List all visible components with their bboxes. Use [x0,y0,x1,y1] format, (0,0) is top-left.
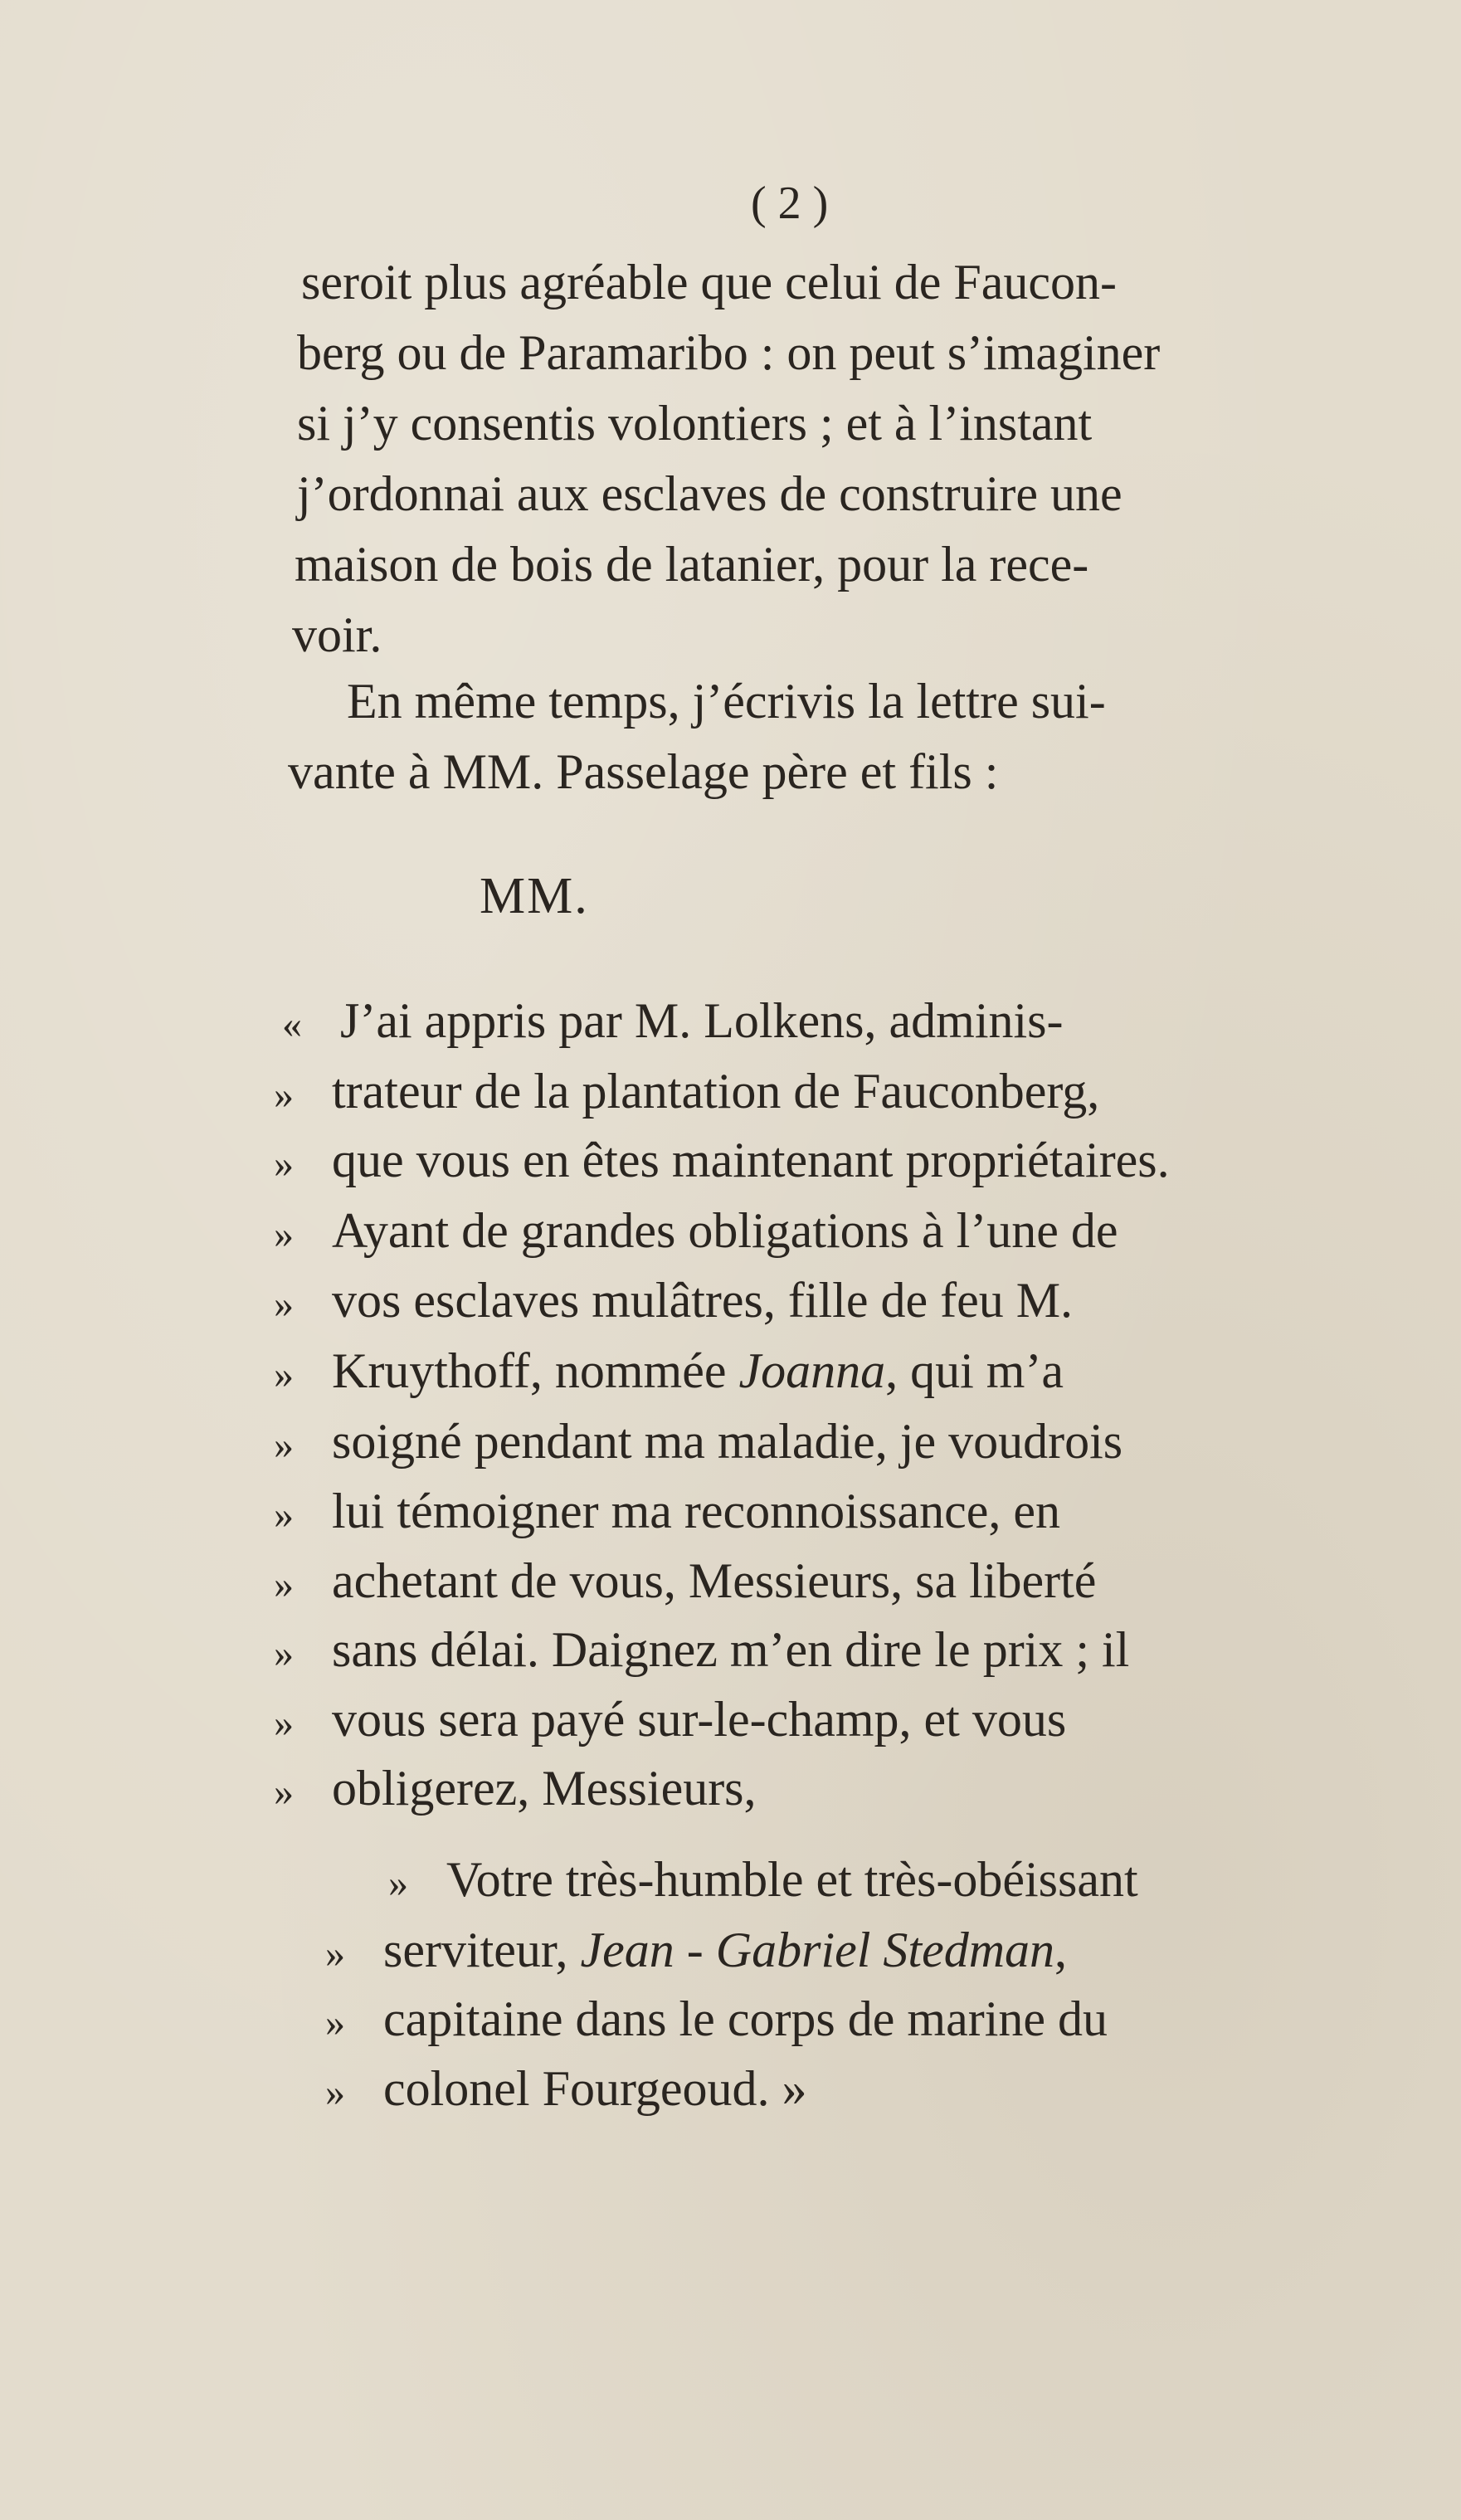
text-line: berg ou de Paramaribo : on peut s’imaginer [297,325,1161,380]
closing-line: » colonel Fourgeoud. » [325,2061,807,2116]
text-line: si j’y consentis volontiers ; et à l’instant [297,396,1093,451]
text-line: vante à MM. Passelage père et fils : [288,744,999,799]
letter-salutation: MM. [480,868,589,924]
closing-line: » serviteur, Jean - Gabriel Stedman, [325,1923,1068,1977]
letter-line: » que vous en êtes maintenant propriétaires. [274,1133,1170,1187]
closing-line: » capitaine dans le corps de marine du [325,1991,1108,2046]
page-number: ( 2 ) [751,178,829,229]
text-line: seroit plus agréable que celui de Faucon- [301,255,1117,310]
letter-line: » vous sera payé sur-le-champ, et vous [274,1692,1067,1747]
text-line: j’ordonnai aux esclaves de construire une [297,466,1123,521]
text-line: voir. [292,607,382,662]
text-line: maison de bois de latanier, pour la rece- [295,537,1089,592]
letter-line: » achetant de vous, Messieurs, sa liberté [274,1553,1097,1608]
text-line: En même temps, j’écrivis la lettre sui- [347,674,1106,729]
letter-line: » Kruythoff, nommée Joanna, qui m’a [274,1343,1064,1398]
letter-line: » vos esclaves mulâtres, fille de feu M. [274,1273,1074,1328]
letter-line: » lui témoigner ma reconnoissance, en [274,1484,1061,1538]
letter-line: » trateur de la plantation de Fauconberg, [274,1064,1100,1119]
letter-line: » obligerez, Messieurs, [274,1761,757,1816]
closing-line: » Votre très-humble et très-obéissant [388,1852,1138,1907]
letter-line: « J’ai appris par M. Lolkens, adminis- [282,993,1064,1048]
signature-name: Jean - Gabriel Stedman [580,1923,1055,1977]
letter-line: » sans délai. Daignez m’en dire le prix ; il [274,1622,1130,1677]
letter-line: » Ayant de grandes obligations à l’une de [274,1203,1118,1258]
letter-line: » soigné pendant ma maladie, je voudrois [274,1414,1123,1469]
